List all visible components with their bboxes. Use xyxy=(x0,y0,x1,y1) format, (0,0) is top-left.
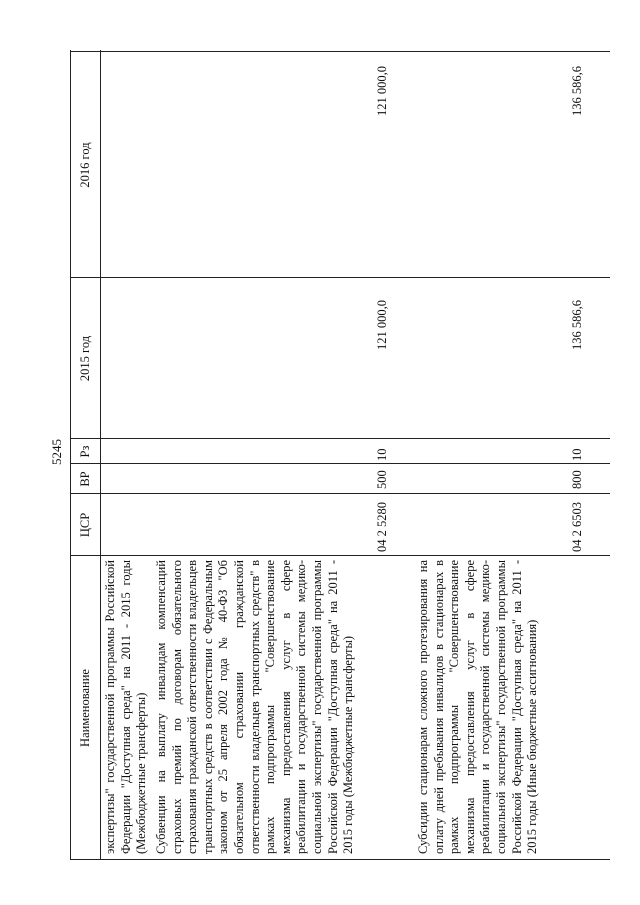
table-row-3-vr: 800 xyxy=(570,470,584,489)
table-row-3-2015: 136 586,6 xyxy=(570,300,584,350)
budget-table xyxy=(70,50,610,860)
table-row-2-rz: 10 xyxy=(375,448,389,461)
table-row-2-2015: 121 000,0 xyxy=(375,300,389,350)
header-2016: 2016 год xyxy=(78,142,92,188)
page-number: 5245 xyxy=(49,439,64,465)
table-row-2-csr: 04 2 5280 xyxy=(375,502,389,552)
table-row-2-name: Субвенции на выплату инвалидам компенсаций страховых премий по договорам обязательного страхования гражданской ответственности владельцев транспортных средств в соответствии с Федеральным законом от 25 апреля 2002 года № 40-ФЗ "Об обязательном страховании гражданской ответственности владельцев транспортных средств" в рамках подпрограммы "Совершенствование механизма предоставления услуг в сфере реабилитации и государственной системы медико-социальной экспертизы" государственной программы Российской Федерации "Доступная среда" на 2011 - 2015 годы (Межбюджетные трансферты) xyxy=(154,560,356,854)
table-row-3-csr: 04 2 6503 xyxy=(570,502,584,552)
table-row-3-rz: 10 xyxy=(570,448,584,461)
table-row-1-name: экспертизы" государственной программы Российской Федерации "Доступная среда" на 2011 - 2015 годы (Межбюджетные трансферты) xyxy=(103,560,149,854)
table-row-3-2016: 136 586,6 xyxy=(570,66,584,116)
header-vr: ВР xyxy=(78,471,92,487)
table-row-3-name: Субсидии стационарам сложного протезирования на оплату дней пребывания инвалидов в стационарах в рамках подпрограммы "Совершенствование механизма предоставления услуг в сфере реабилитации и государственной системы медико-социальной экспертизы" государственной программы Российской Федерации "Доступная среда" на 2011 - 2015 годы (Иные бюджетные ассигнования) xyxy=(416,560,540,854)
table-row-2-vr: 500 xyxy=(375,470,389,489)
header-name: Наименование xyxy=(78,669,92,747)
header-2015: 2015 год xyxy=(78,335,92,382)
header-rz: Рз xyxy=(78,445,92,458)
header-csr: ЦСР xyxy=(78,512,92,538)
table-row-2-2016: 121 000,0 xyxy=(375,66,389,116)
